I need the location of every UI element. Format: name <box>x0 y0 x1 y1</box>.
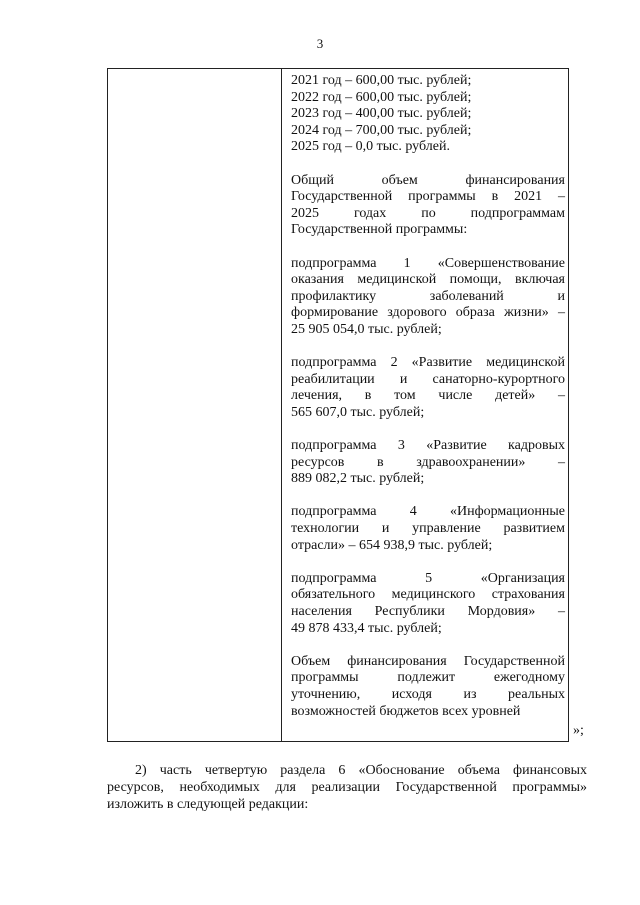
subprogram-2-line: реабилитации и санаторно-курортного <box>291 371 565 387</box>
subprogram-1-line: формирование здорового образа жизни» – <box>291 305 565 321</box>
subprogram-3-line: ресурсов в здравоохранении» – <box>291 454 565 470</box>
annual-adjustment-note: возможностей бюджетов всех уровней <box>291 703 521 719</box>
year-2024-line: 2024 год – 700,00 тыс. рублей; <box>291 122 472 138</box>
amendment-paragraph <box>107 762 587 813</box>
total-volume-line: Государственной программы: <box>291 222 468 238</box>
page-number: 3 <box>316 36 324 51</box>
total-volume-line: 2025 годах по подпрограммам <box>291 205 565 221</box>
closing-quote-mark: »; <box>573 723 584 738</box>
annual-adjustment-note: программы подлежит ежегодному <box>291 670 565 686</box>
subprogram-1-line: оказания медицинской помощи, включая <box>291 272 565 288</box>
subprogram-4-line: подпрограмма 4 «Информационные <box>291 504 565 520</box>
column-divider <box>281 68 282 742</box>
subprogram-2-line: лечения, в том числе детей» – <box>291 388 565 404</box>
subprogram-3-line: подпрограмма 3 «Развитие кадровых <box>291 438 565 454</box>
subprogram-1-line: профилактику заболеваний и <box>291 288 565 304</box>
paragraph-line: ресурсов, необходимых для реализации Государственной программы» <box>107 780 587 795</box>
year-2023-line: 2023 год – 400,00 тыс. рублей; <box>291 106 472 122</box>
subprogram-1-amount: 25 905 054,0 тыс. рублей; <box>291 321 442 337</box>
year-2022-line: 2022 год – 600,00 тыс. рублей; <box>291 89 472 105</box>
program-passport-table <box>107 68 569 742</box>
subprogram-2-amount: 565 607,0 тыс. рублей; <box>291 404 425 420</box>
subprogram-2-line: подпрограмма 2 «Развитие медицинской <box>291 355 565 371</box>
subprogram-5-line: обязательного медицинского страхования <box>291 587 565 603</box>
year-2025-line: 2025 год – 0,0 тыс. рублей. <box>291 139 450 155</box>
subprogram-5-line: подпрограмма 5 «Организация <box>291 570 565 586</box>
subprogram-4-line: технологии и управление развитием <box>291 521 565 537</box>
annual-adjustment-note: уточнению, исходя из реальных <box>291 686 565 702</box>
paragraph-line: 2) часть четвертую раздела 6 «Обоснование объема финансовых <box>135 763 587 778</box>
subprogram-5-line: населения Республики Мордовия» – <box>291 604 565 619</box>
subprogram-3-amount: 889 082,2 тыс. рублей; <box>291 471 425 487</box>
total-volume-line: Общий объем финансирования <box>291 172 565 188</box>
year-2021-line: 2021 год – 600,00 тыс. рублей; <box>291 73 472 88</box>
subprogram-4-amount: отрасли» – 654 938,9 тыс. рублей; <box>291 537 493 553</box>
annual-adjustment-note: Объем финансирования Государственной <box>291 653 565 669</box>
subprogram-1-line: подпрограмма 1 «Совершенствование <box>291 255 565 271</box>
total-volume-line: Государственной программы в 2021 – <box>291 189 565 205</box>
paragraph-line: изложить в следующей редакции: <box>107 797 309 812</box>
financing-cell <box>291 73 565 720</box>
subprogram-5-amount: 49 878 433,4 тыс. рублей; <box>291 620 442 636</box>
